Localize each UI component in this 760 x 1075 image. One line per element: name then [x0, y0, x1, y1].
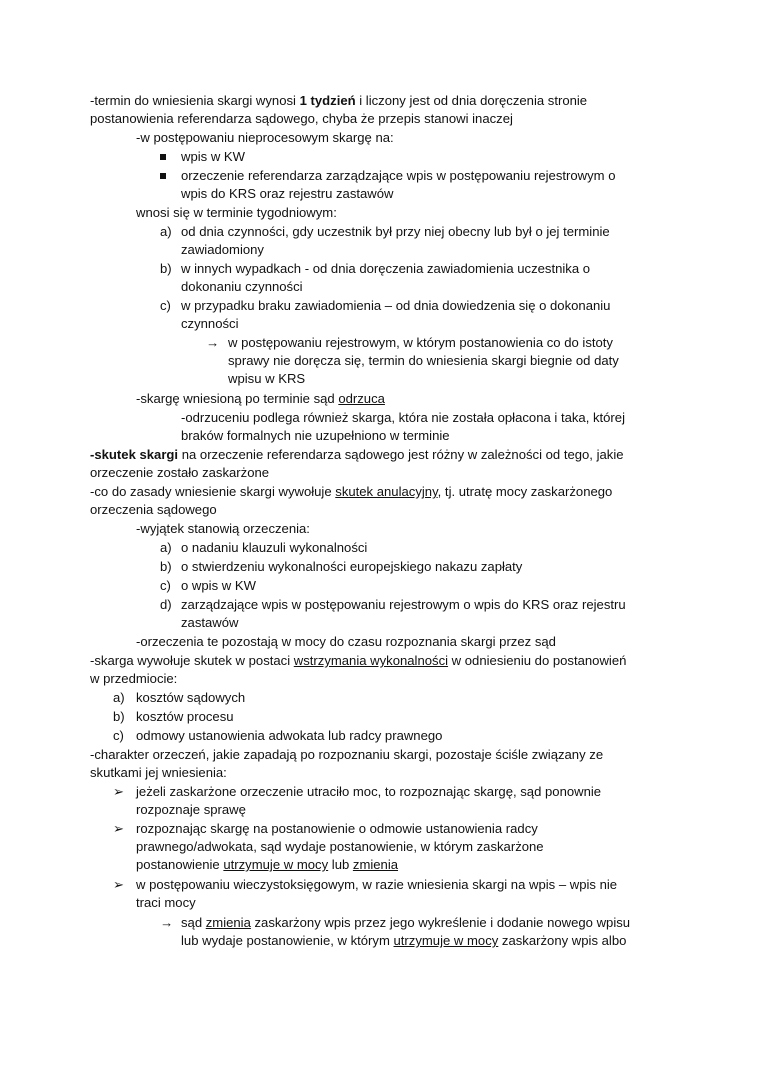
list-item-b: w innych wypadkach - od dnia doręczenia zawiadomienia uczestnika o: [181, 261, 591, 276]
list-marker: b): [113, 709, 125, 724]
outcome-item-2-line3: postanowienie utrzymuje w mocy lub zmienia: [136, 857, 399, 872]
arrow-item-land-register-line2: lub wydaje postanowienie, w którym utrzymuje w mocy zaskarżony wpis albo: [181, 933, 627, 948]
paragraph-rejection-line2: braków formalnych nie uzupełniono w terminie: [181, 428, 450, 443]
arrowhead-bullet-icon: ➢: [113, 784, 124, 799]
arrowhead-bullet-icon: ➢: [113, 821, 124, 836]
list-marker: c): [160, 578, 171, 593]
outcome-item-2: rozpoznając skargę na postanowienie o odmowie ustanowienia radcy: [136, 821, 538, 836]
paragraph-character: -charakter orzeczeń, jakie zapadają po rozpoznaniu skargi, pozostaje ściśle związany ze: [90, 747, 604, 762]
exception-item-d: zarządzające wpis w postępowaniu rejestrowym o wpis do KRS oraz rejestru: [181, 597, 626, 612]
arrow-right-icon: →: [206, 335, 220, 350]
paragraph-deadline-line2: postanowienia referendarza sądowego, chyba że przepis stanowi inaczej: [90, 111, 513, 126]
paragraph-remain-in-force: -orzeczenia te pozostają w mocy do czasu rozpoznania skargi przez sąd: [136, 634, 556, 649]
exception-item-d-line2: zastawów: [181, 615, 239, 630]
outcome-item-3-line2: traci mocy: [136, 895, 196, 910]
paragraph-suspension: -skarga wywołuje skutek w postaci wstrzymania wykonalności w odniesieniu do postanowień: [90, 653, 627, 668]
paragraph-effect-line2: orzeczenie zostało zaskarżone: [90, 465, 270, 480]
paragraph-exceptions: -wyjątek stanowią orzeczenia:: [136, 521, 310, 536]
paragraph-weekly-term: wnosi się w terminie tygodniowym:: [136, 205, 337, 220]
list-marker: c): [113, 728, 124, 743]
list-item-c-line2: czynności: [181, 316, 239, 331]
list-marker: a): [160, 540, 172, 555]
outcome-item-3: w postępowaniu wieczystoksięgowym, w razie wniesienia skargi na wpis – wpis nie: [136, 877, 618, 892]
outcome-item-1-line2: rozpoznaje sprawę: [136, 802, 246, 817]
bullet-item-krs: orzeczenie referendarza zarządzające wpis w postępowaniu rejestrowym o: [181, 168, 616, 183]
arrow-item-registry: w postępowaniu rejestrowym, w którym postanowienia co do istoty: [228, 335, 613, 350]
paragraph-annulment-line2: orzeczenia sądowego: [90, 502, 217, 517]
paragraph-rejection: -odrzuceniu podlega również skarga, która nie została opłacona i taka, której: [181, 410, 625, 425]
list-item-b-line2: dokonaniu czynności: [181, 279, 303, 294]
bullet-square-icon: [160, 148, 166, 166]
arrow-right-icon: →: [160, 915, 174, 930]
list-marker: c): [160, 298, 171, 313]
list-marker: b): [160, 559, 172, 574]
paragraph-late-complaint: -skargę wniesioną po terminie sąd odrzuca: [136, 391, 385, 406]
arrow-item-registry-line2: sprawy nie doręcza się, termin do wniesienia skargi biegnie od daty: [228, 353, 619, 368]
exception-item-c: o wpis w KW: [181, 578, 256, 593]
bullet-square-icon: [160, 167, 166, 185]
outcome-item-1: jeżeli zaskarżone orzeczenie utraciło moc, to rozpoznając skargę, sąd ponownie: [136, 784, 602, 799]
arrow-item-land-register: sąd zmienia zaskarżony wpis przez jego wykreślenie i dodanie nowego wpisu: [181, 915, 631, 930]
paragraph-annulment: -co do zasady wniesienie skargi wywołuje skutek anulacyjny, tj. utratę mocy zaskarżonego: [90, 484, 613, 499]
paragraph-character-line2: skutkami jej wniesienia:: [90, 765, 227, 780]
paragraph-nonlitigious: -w postępowaniu nieprocesowym skargę na:: [136, 130, 394, 145]
exception-item-b: o stwierdzeniu wykonalności europejskiego nakazu zapłaty: [181, 559, 523, 574]
paragraph-suspension-line2: w przedmiocie:: [90, 671, 178, 686]
exception-item-a: o nadaniu klauzuli wykonalności: [181, 540, 368, 555]
list-item-a-line2: zawiadomiony: [181, 242, 264, 257]
paragraph-effect: -skutek skargi na orzeczenie referendarza sądowego jest różny w zależności od tego, jakie: [90, 447, 624, 462]
list-marker: a): [160, 224, 172, 239]
list-marker: a): [113, 690, 125, 705]
arrowhead-bullet-icon: ➢: [113, 877, 124, 892]
list-item-c: w przypadku braku zawiadomienia – od dnia dowiedzenia się o dokonaniu: [181, 298, 611, 313]
cost-item-b: kosztów procesu: [136, 709, 234, 724]
cost-item-c: odmowy ustanowienia adwokata lub radcy prawnego: [136, 728, 443, 743]
bullet-item-kw: wpis w KW: [181, 149, 246, 164]
outcome-item-2-line2: prawnego/adwokata, sąd wydaje postanowienie, w którym zaskarżone: [136, 839, 544, 854]
paragraph-deadline: -termin do wniesienia skargi wynosi 1 tydzień i liczony jest od dnia doręczenia stronie: [90, 93, 588, 108]
arrow-item-registry-line3: wpisu w KRS: [228, 371, 306, 386]
list-marker: d): [160, 597, 172, 612]
list-marker: b): [160, 261, 172, 276]
list-item-a: od dnia czynności, gdy uczestnik był przy niej obecny lub był o jej terminie: [181, 224, 610, 239]
bullet-item-krs-line2: wpis do KRS oraz rejestru zastawów: [181, 186, 394, 201]
cost-item-a: kosztów sądowych: [136, 690, 246, 705]
